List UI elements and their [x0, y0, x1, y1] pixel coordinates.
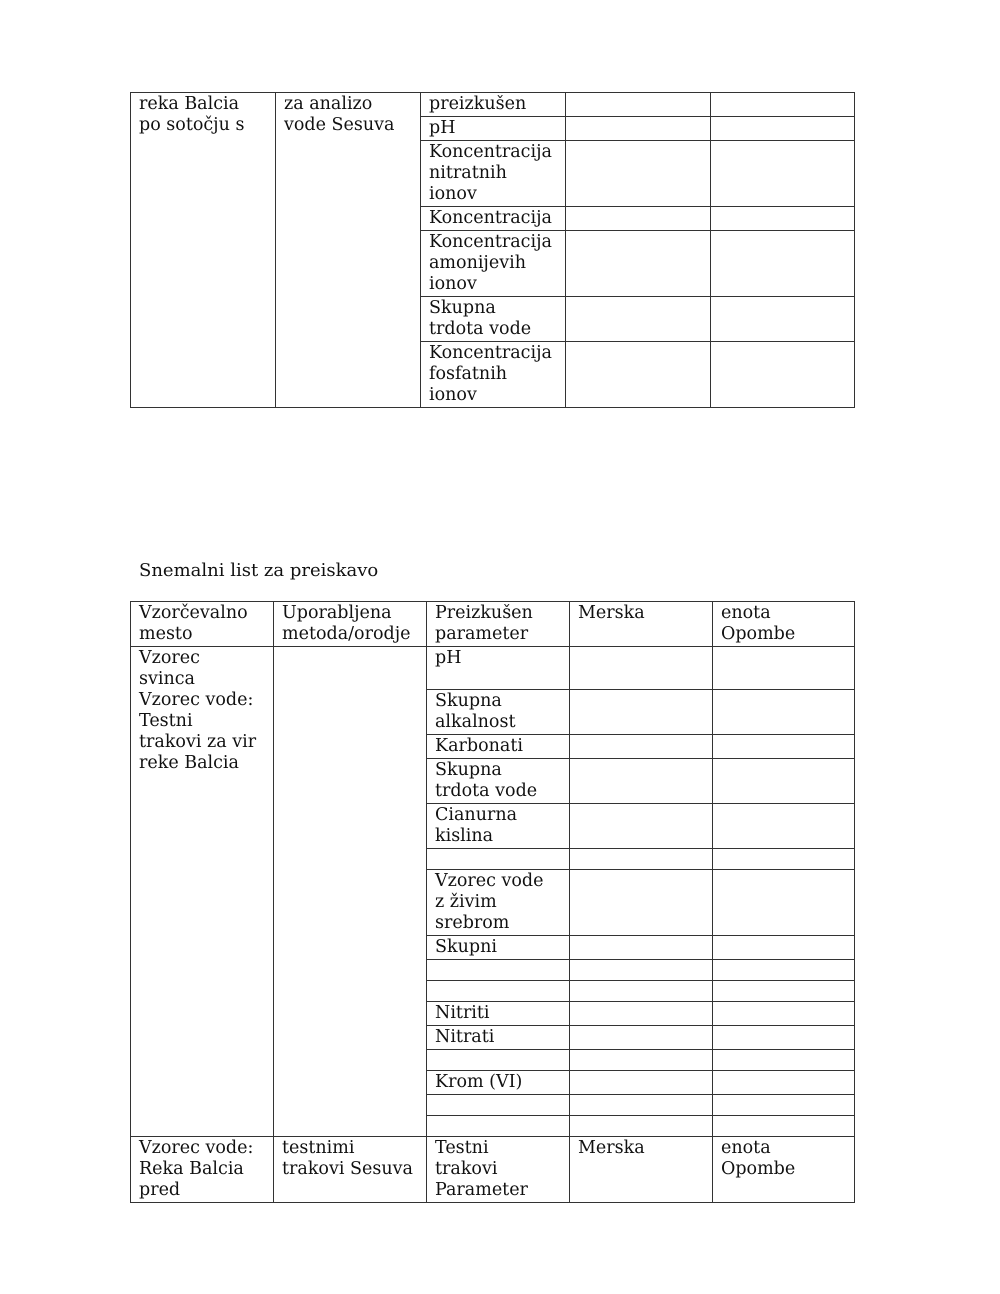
- value-cell[interactable]: [570, 1050, 713, 1071]
- header-cell: enota Opombe: [713, 602, 855, 647]
- notes-cell[interactable]: [713, 690, 855, 735]
- parameter-cell: Skupna alkalnost: [427, 690, 570, 735]
- parameter-cell: Koncentracija nitratnih ionov: [421, 141, 566, 207]
- value-cell[interactable]: [566, 117, 711, 141]
- footer-cell: Vzorec vode: Reka Balcia pred: [131, 1137, 274, 1203]
- header-cell: Merska: [570, 602, 713, 647]
- value-cell[interactable]: [566, 231, 711, 297]
- parameter-cell: Skupni: [427, 936, 570, 960]
- method-cell[interactable]: [274, 647, 427, 1137]
- method-cell: za analizo vode Sesuva: [276, 93, 421, 408]
- parameter-cell: Cianurna kislina: [427, 804, 570, 849]
- notes-cell[interactable]: [713, 849, 855, 870]
- parameter-cell: Skupna trdota vode: [427, 759, 570, 804]
- notes-cell[interactable]: [713, 647, 855, 690]
- value-cell[interactable]: [570, 759, 713, 804]
- value-cell[interactable]: [570, 870, 713, 936]
- parameter-cell: [427, 849, 570, 870]
- parameter-cell: Krom (VI): [427, 1071, 570, 1095]
- footer-cell: Testni trakovi Parameter: [427, 1137, 570, 1203]
- value-cell[interactable]: [570, 936, 713, 960]
- notes-cell[interactable]: [713, 735, 855, 759]
- upper-table: [130, 92, 855, 408]
- notes-cell[interactable]: [713, 1071, 855, 1095]
- header-cell: Uporabljena metoda/orodje: [274, 602, 427, 647]
- notes-cell[interactable]: [713, 1116, 855, 1137]
- header-cell: Vzorčevalno mesto: [131, 602, 274, 647]
- parameter-cell: [427, 1116, 570, 1137]
- value-cell[interactable]: [566, 93, 711, 117]
- value-cell[interactable]: [570, 849, 713, 870]
- parameter-cell: pH: [427, 647, 570, 690]
- sampling-location-cell: reka Balcia po sotočju s: [131, 93, 276, 408]
- parameter-cell: Skupna trdota vode: [421, 297, 566, 342]
- notes-cell[interactable]: [711, 117, 855, 141]
- footer-row: [131, 1137, 855, 1203]
- value-cell[interactable]: [566, 297, 711, 342]
- recording-sheet-table: [130, 601, 855, 1203]
- value-cell[interactable]: [570, 690, 713, 735]
- value-cell[interactable]: [570, 1002, 713, 1026]
- parameter-cell: [427, 960, 570, 981]
- parameter-cell: Koncentracija amonijevih ionov: [421, 231, 566, 297]
- value-cell[interactable]: [566, 342, 711, 408]
- notes-cell[interactable]: [713, 1050, 855, 1071]
- value-cell[interactable]: [566, 141, 711, 207]
- sample-description-cell: Vzorec svinca Vzorec vode: Testni trakovi za vir reke Balcia: [131, 647, 274, 1137]
- notes-cell[interactable]: [713, 870, 855, 936]
- value-cell[interactable]: [566, 207, 711, 231]
- value-cell[interactable]: [570, 735, 713, 759]
- table-caption: Snemalni list za preiskavo: [139, 560, 379, 581]
- value-cell[interactable]: [570, 1071, 713, 1095]
- parameter-cell: Nitriti: [427, 1002, 570, 1026]
- parameter-cell: Karbonati: [427, 735, 570, 759]
- parameter-cell: Koncentracija fosfatnih ionov: [421, 342, 566, 408]
- parameter-cell: pH: [421, 117, 566, 141]
- notes-cell[interactable]: [711, 207, 855, 231]
- header-row: [131, 602, 855, 647]
- parameter-cell: [427, 1050, 570, 1071]
- notes-cell[interactable]: [713, 804, 855, 849]
- value-cell[interactable]: [570, 804, 713, 849]
- notes-cell[interactable]: [713, 981, 855, 1002]
- value-cell[interactable]: [570, 1116, 713, 1137]
- notes-cell[interactable]: [713, 1095, 855, 1116]
- notes-cell[interactable]: [711, 93, 855, 117]
- value-cell[interactable]: [570, 960, 713, 981]
- notes-cell[interactable]: [711, 342, 855, 408]
- footer-cell: enota Opombe: [713, 1137, 855, 1203]
- value-cell[interactable]: [570, 647, 713, 690]
- notes-cell[interactable]: [711, 141, 855, 207]
- value-cell[interactable]: [570, 1095, 713, 1116]
- parameter-cell: [427, 981, 570, 1002]
- value-cell[interactable]: [570, 981, 713, 1002]
- footer-cell: testnimi trakovi Sesuva: [274, 1137, 427, 1203]
- parameter-cell: [427, 1095, 570, 1116]
- notes-cell[interactable]: [711, 231, 855, 297]
- parameter-cell: Koncentracija: [421, 207, 566, 231]
- notes-cell[interactable]: [713, 960, 855, 981]
- parameter-cell: Vzorec vode z živim srebrom: [427, 870, 570, 936]
- footer-cell: Merska: [570, 1137, 713, 1203]
- header-cell: Preizkušen parameter: [427, 602, 570, 647]
- notes-cell[interactable]: [711, 297, 855, 342]
- notes-cell[interactable]: [713, 759, 855, 804]
- parameter-cell: Nitrati: [427, 1026, 570, 1050]
- notes-cell[interactable]: [713, 1026, 855, 1050]
- parameter-cell: preizkušen: [421, 93, 566, 117]
- value-cell[interactable]: [570, 1026, 713, 1050]
- notes-cell[interactable]: [713, 1002, 855, 1026]
- notes-cell[interactable]: [713, 936, 855, 960]
